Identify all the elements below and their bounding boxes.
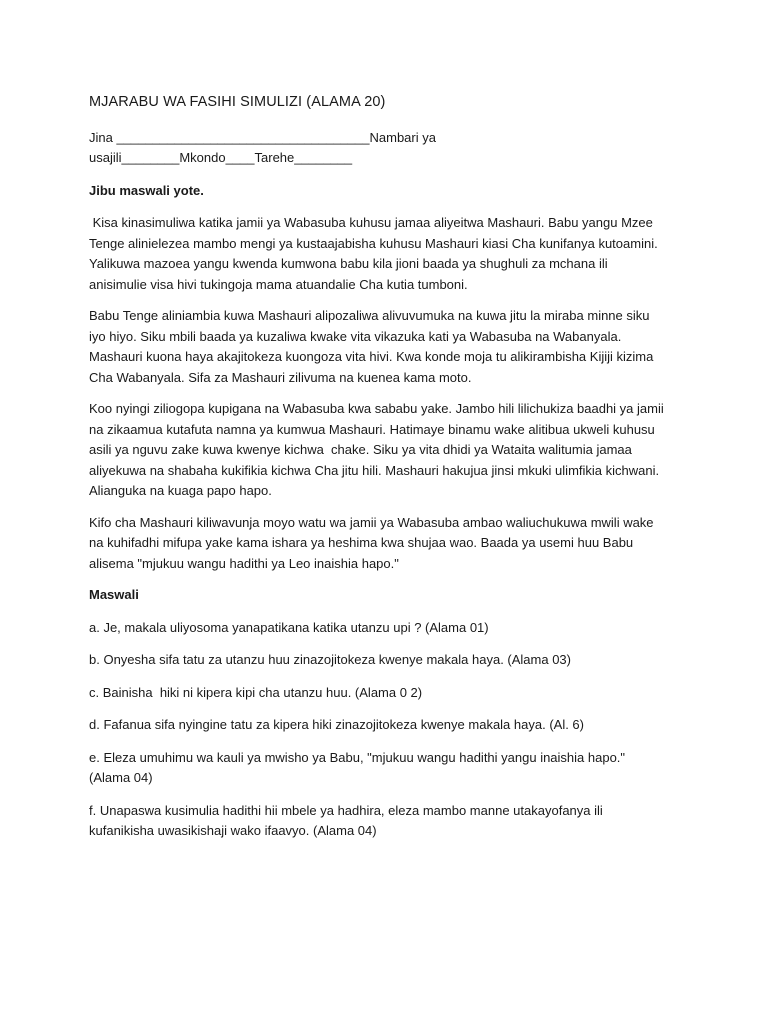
question-e: e. Eleza umuhimu wa kauli ya mwisho ya Babu, "mjukuu wangu hadithi yangu inaishia hapo." (Alama 04): [89, 749, 633, 785]
question-a: a. Je, makala uliyosoma yanapatikana katika utanzu upi ? (Alama 01): [89, 619, 489, 635]
question-c: c. Bainisha hiki ni kipera kipi cha utanzu huu. (Alama 0 2): [89, 684, 423, 700]
questions-heading: Maswali: [89, 587, 139, 602]
story-paragraph-4: Kifo cha Mashauri kiliwavunja moyo watu wa jamii ya Wabasuba ambao waliuchukuwa mwili wake na kuhifadhi mifupa yake kama ishara ya heshima kwa shujaa wao. Baada ya usemi huu Babu alisema "mjukuu wangu hadithi ya Leo inaishia hapo.": [89, 514, 654, 571]
question-d: d. Fafanua sifa nyingine tatu za kipera hiki zinazojitokeza kwenye makala haya. (Al. 6): [89, 717, 584, 732]
story-paragraph-3: Koo nyingi ziliogopa kupigana na Wabasuba kwa sababu yake. Jambo hili lilichukiza baadhi ya jamii na zikaamua kutafuta namna ya kumwua Mashauri. Hatimaye binamu wake alitibua ukweli kuhusu asili ya nguvu zake kuwa kwenye kichwa chake. Siku ya vita dhidi ya Wataita walitumia jamaa aliyekuwa na shabaha kukifikia kichwa Cha jitu hili. Mashauri hakujua jinsi mkuki ulimfikia kichwani. Alianguka na kuaga papo hapo.: [89, 401, 668, 498]
questions-list: [89, 618, 669, 842]
question-b: b. Onyesha sifa tatu za utanzu huu zinazojitokeza kwenye makala haya. (Alama 03): [89, 652, 571, 667]
document-title: MJARABU WA FASIHI SIMULIZI (ALAMA 20): [89, 94, 386, 110]
story-paragraph-1: Kisa kinasimuliwa katika jamii ya Wabasuba kuhusu jamaa aliyeitwa Mashauri. Babu yangu Mzee Tenge alinielezea mambo mengi ya kustaajabisha kuhusu Mashauri kiasi Cha kunifanya kutoamini. Yalikuwa mazoea yangu kwenda kumwona babu kila jioni baada ya shughuli za mchana ili anisimulie visa hivi tukingoja mama atuandalie Cha kutia tumboni.: [89, 215, 662, 292]
student-info-fields: [89, 128, 669, 169]
story-paragraph-2: Babu Tenge aliniambia kuwa Mashauri alipozaliwa alivuvumuka na kuwa jitu la miraba minne siku iyo hiyo. Siku mbili baada ya kuzaliwa kwake vita vikazuka kati ya Wabasuba na Wabanyala. Mashauri kuona haya akajitokeza kuongoza vita hivi. Kwa konde moja tu alikirambisha Kijiji kizima Cha Wabanyala. Sifa za Mashauri zilivuma na kuenea kama moto.: [89, 308, 654, 385]
question-f: f. Unapaswa kusimulia hadithi hii mbele ya hadhira, eleza mambo manne utakayofanya ili kufanikisha uwasikishaji wako ifaavyo. (Alama 04): [89, 802, 603, 838]
document-page: [89, 92, 669, 854]
instruction-text: Jibu maswali yote.: [89, 182, 204, 198]
name-number-line: Jina ___________________________________Nambari ya: [89, 129, 436, 145]
story-passage: [89, 213, 669, 574]
registration-stream-date-line: usajili________Mkondo____Tarehe________: [89, 150, 353, 165]
